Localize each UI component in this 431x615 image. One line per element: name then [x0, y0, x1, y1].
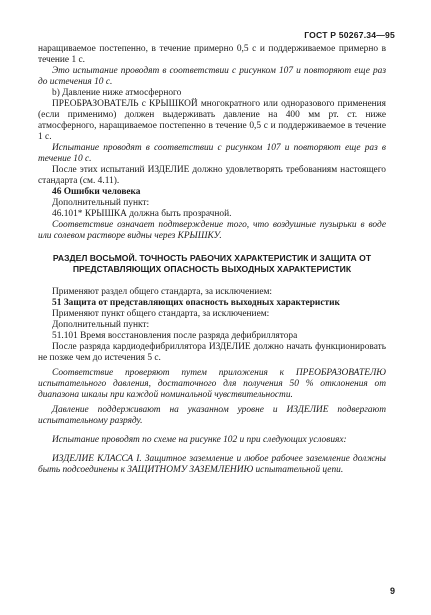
- section-title: РАЗДЕЛ ВОСЬМОЙ. ТОЧНОСТЬ РАБОЧИХ ХАРАКТЕРИСТИК И ЗАЩИТА ОТ ПРЕДСТАВЛЯЮЩИХ ОПАСНОСТЬ ВЫХОДНЫХ ХАРАКТЕРИСТИК: [52, 253, 372, 274]
- paragraph: Испытание проводят по схеме на рисунке 102 и при следующих условиях:: [52, 435, 347, 445]
- paragraph: После разряда кардиодефибриллятора ИЗДЕЛИЕ должно начать функционировать не позже чем до истечения 5 с.: [38, 342, 386, 363]
- paragraph: Применяют раздел общего стандарта, за исключением:: [52, 287, 273, 297]
- paragraph: ИЗДЕЛИЕ КЛАССА I. Защитное заземление и любое рабочее заземление должны быть подсоединены к ЗАЩИТНОМУ ЗАЗЕМЛЕНИЮ испытательной цепи.: [38, 454, 386, 475]
- paragraph: 46.101* КРЫШКА должна быть прозрачной.: [52, 209, 232, 219]
- paragraph: Соответствие проверяют путем приложения к ПРЕОБРАЗОВАТЕЛЮ испытательного давления, достаточного для получения 50 % отклонения от диапазона шкалы при каждой номинальной чувствительности.: [38, 368, 386, 400]
- paragraph: b) Давление ниже атмосферного: [52, 88, 182, 98]
- paragraph: ПРЕОБРАЗОВАТЕЛЬ с КРЫШКОЙ многократного или одноразового применения (если применимо) должен выдерживать давление на 400 мм рт. ст. ниже атмосферного, наращиваемое постепенно в течение 0,5 с и поддерживаемое в течение 1 с.: [38, 99, 386, 142]
- paragraph: Дополнительный пункт:: [52, 198, 150, 208]
- paragraph: Это испытание проводят в соответствии с рисунком 107 и повторяют еще раз до истечения 10 с.: [38, 66, 386, 87]
- clause-heading: 51 Защита от представляющих опасность выходных характеристик: [52, 298, 340, 308]
- paragraph: 51.101 Время восстановления после разряда дефибриллятора: [52, 331, 298, 341]
- paragraph: Давление поддерживают на указанном уровне и ИЗДЕЛИЕ подвергают испытательному разряду.: [38, 405, 386, 426]
- document-body: [38, 44, 386, 476]
- paragraph: Соответствие означает подтверждение того, что воздушные пузырьки в воде или солевом растворе видны через КРЫШКУ.: [38, 220, 386, 241]
- standard-header: ГОСТ Р 50267.34—95: [304, 30, 395, 40]
- clause-heading: 46 Ошибки человека: [52, 187, 141, 197]
- paragraph: После этих испытаний ИЗДЕЛИЕ должно удовлетворять требованиям настоящего стандарта (см. 4.11).: [38, 165, 386, 186]
- paragraph: Дополнительный пункт:: [52, 320, 150, 330]
- page-number: 9: [389, 586, 395, 596]
- paragraph: наращиваемое постепенно, в течение примерно 0,5 с и поддерживаемое примерно в течение 1 с.: [38, 44, 386, 65]
- paragraph: Испытание проводят в соответствии с рисунком 107 и повторяют еще раз в течение 10 с.: [38, 143, 386, 164]
- paragraph: Применяют пункт общего стандарта, за исключением:: [52, 309, 270, 319]
